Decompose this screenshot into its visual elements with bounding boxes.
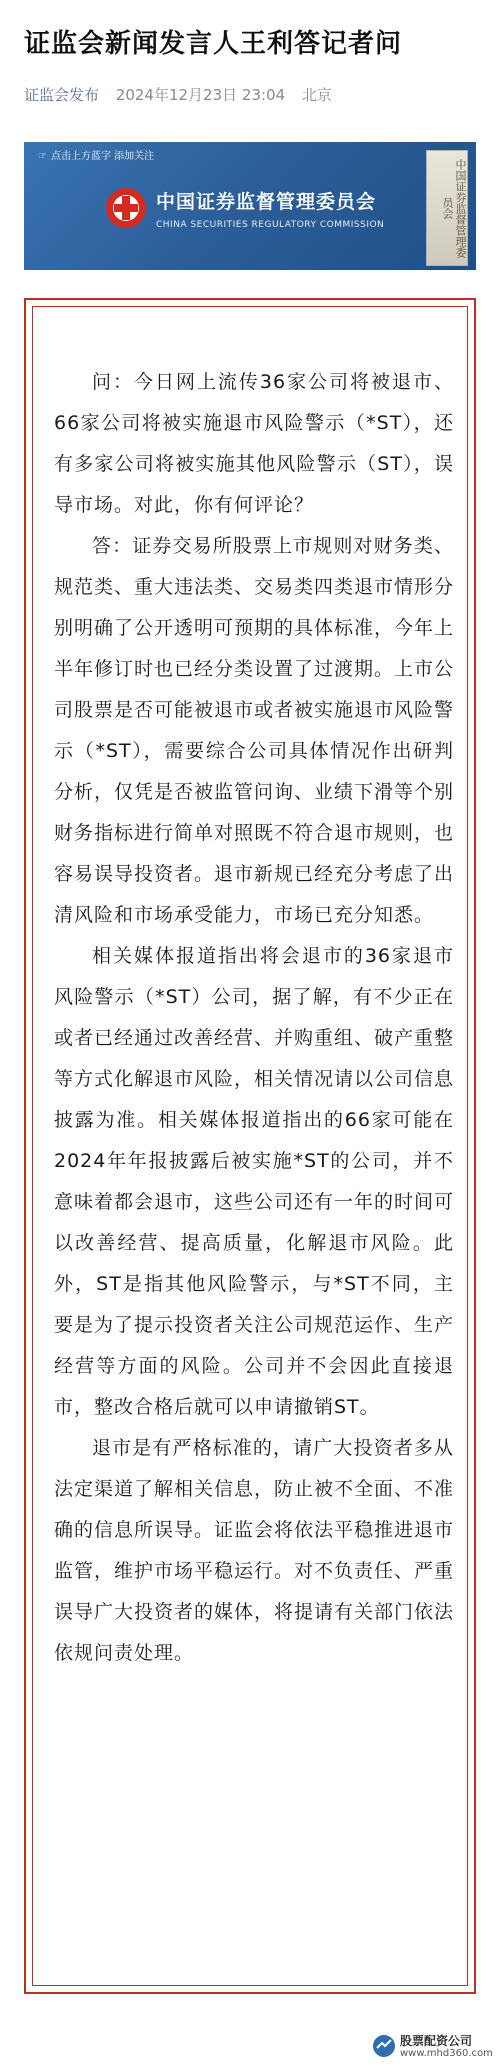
follow-hint-text: 点击上方蓝字 添加关注 <box>50 151 155 162</box>
header-banner <box>24 142 476 270</box>
article-body <box>54 362 454 1674</box>
follow-hint[interactable] <box>32 148 160 166</box>
watermark-name: 股票配资公司 <box>400 2034 473 2048</box>
csrc-emblem-icon <box>104 186 148 230</box>
pointing-hand-icon: ☞ <box>38 151 47 162</box>
paragraph-answer: 答：证券交易所股票上市规则对财务类、规范类、重大违法类、交易类四类退市情形分别明确了公开透明可预期的具体标准，今年上半年修订时也已经分类设置了过渡期。上市公司股票是否可能被退市或者被实施退市风险警示（*ST），需要综合公司具体情况作出研判分析，仅凭是否被监管问询、业绩下滑等个别财务指标进行简单对照既不符合退市规则，也容易误导投资者。退市新规已经充分考虑了出清风险和市场承受能力，市场已充分知悉。 <box>54 535 455 926</box>
paragraph-question: 问：今日网上流传36家公司将被退市、66家公司将被实施退市风险警示（*ST），还有多家公司将被实施其他风险警示（ST），误导市场。对此，你有何评论？ <box>54 371 454 516</box>
paragraph-closing: 退市是有严格标准的，请广大投资者多从法定渠道了解相关信息，防止被不全面、不准确的信息所误导。证监会将依法平稳推进退市监管，维护市场平稳运行。对不负责任、严重误导广大投资者的媒体，将提请有关部门依法依规问责处理。 <box>54 1437 455 1664</box>
publisher-link[interactable]: 证监会发布 <box>24 86 100 104</box>
article-title: 证监会新闻发言人王利答记者问 <box>24 29 403 59</box>
org-name-en: CHINA SECURITIES REGULATORY COMMISSION <box>156 220 385 230</box>
watermark-logo-icon <box>372 2034 396 2058</box>
org-name-cn: 中国证券监督管理委员会 <box>156 191 377 213</box>
article-meta <box>24 82 484 108</box>
publish-location: 北京 <box>301 86 332 104</box>
org-plaque: 中国证券监督管理委员会 <box>426 150 468 266</box>
article-body-frame <box>24 298 476 1994</box>
publish-datetime: 2024年12月23日 23:04 <box>115 86 286 104</box>
watermark-url: www.mhd360.com <box>400 2048 493 2059</box>
paragraph-media-reports: 相关媒体报道指出将会退市的36家退市风险警示（*ST）公司，据了解，有不少正在或者已经通过改善经营、并购重组、破产重整等方式化解退市风险，相关情况请以公司信息披露为准。相关媒体报道指出的66家可能在2024年年报披露后被实施*ST的公司，并不意味着都会退市，这些公司还有一年的时间可以改善经营、提高质量，化解退市风险。此外，ST是指其他风险警示，与*ST不同，主要是为了提示投资者关注公司规范运作、生产经营等方面的风险。公司并不会因此直接退市，整改合格后就可以申请撤销ST。 <box>54 945 455 1418</box>
watermark <box>372 2030 492 2064</box>
